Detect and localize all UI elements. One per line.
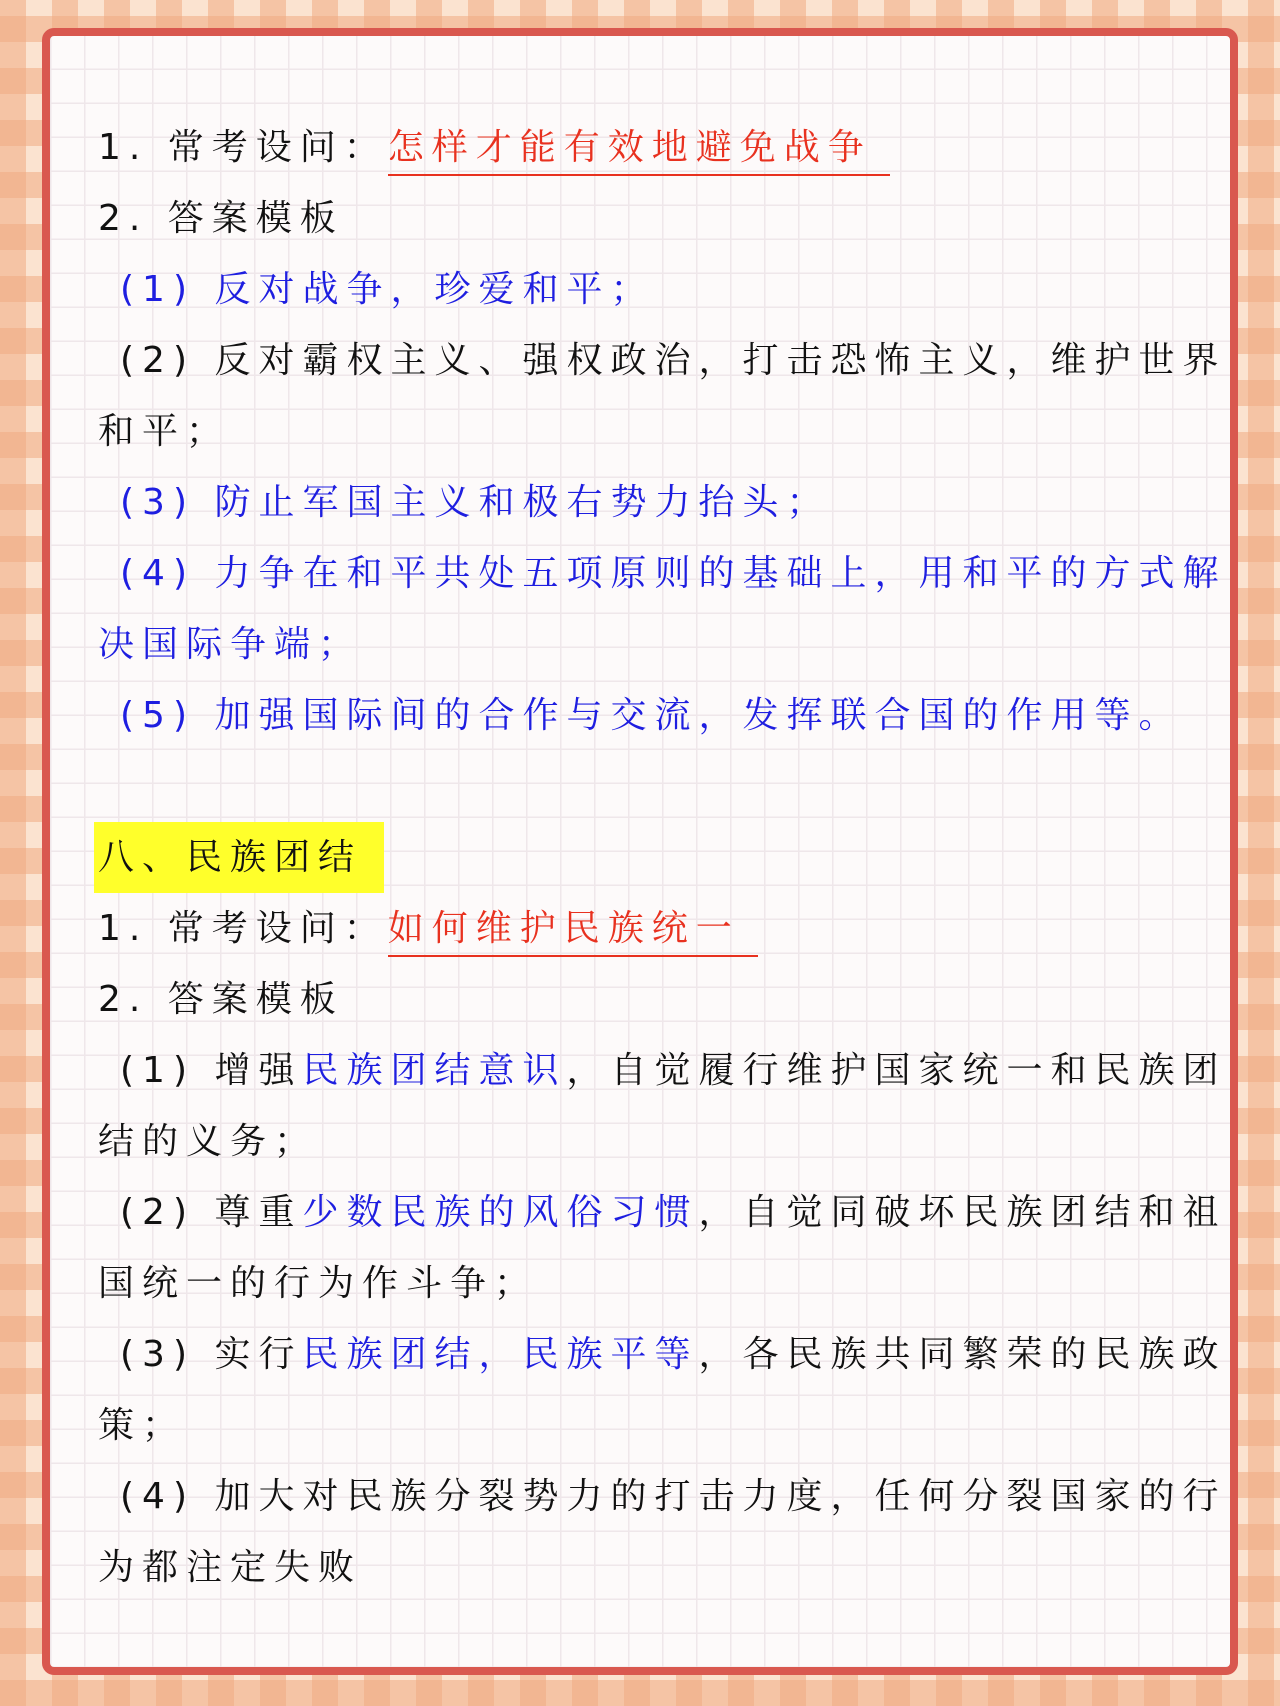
s8-item-1-prefix: (1) 增强 xyxy=(120,1050,303,1091)
s8-answer-label: 2. 答案模板 xyxy=(98,979,344,1020)
s7-item-5: (5) 加强国际间的合作与交流，发挥联合国的作用等。 xyxy=(120,695,1183,736)
s7-item-2-line-2: 和平； xyxy=(98,411,231,452)
s8-item-2-rest: ，自觉同破坏民族团结和祖 xyxy=(698,1192,1227,1233)
s8-question-label: 1. 常考设问： xyxy=(98,908,388,949)
s8-item-3-prefix: (3) 实行 xyxy=(120,1334,303,1375)
s8-question-text: 如何维护民族统一 xyxy=(388,908,758,957)
s8-item-1-line-1 xyxy=(98,1035,1227,1106)
s8-question-line xyxy=(98,893,1188,964)
s8-item-2-prefix: (2) 尊重 xyxy=(120,1192,303,1233)
s8-item-3-line-2: 策； xyxy=(98,1405,187,1446)
s7-item-1: (1) 反对战争，珍爱和平； xyxy=(120,269,655,310)
s8-item-2-line-2: 国统一的行为作斗争； xyxy=(98,1263,539,1304)
s8-item-1-line-2: 结的义务； xyxy=(98,1121,319,1162)
s8-item-3-line-1 xyxy=(98,1319,1227,1390)
s7-item-2-line-1: (2) 反对霸权主义、强权政治，打击恐怖主义，维护世界 xyxy=(120,340,1227,381)
s7-question-text: 怎样才能有效地避免战争 xyxy=(388,127,890,176)
s8-heading-line xyxy=(98,822,1188,893)
s8-item-1-rest: ，自觉履行维护国家统一和民族团 xyxy=(566,1050,1227,1091)
s8-item-2-emphasis: 少数民族的风俗习惯 xyxy=(302,1192,699,1233)
s7-question-label: 1. 常考设问： xyxy=(98,127,388,168)
note-content xyxy=(98,112,1227,1603)
note-card xyxy=(42,28,1238,1675)
s7-item-4-line-1: (4) 力争在和平共处五项原则的基础上，用和平的方式解 xyxy=(120,553,1227,594)
section-spacer xyxy=(98,751,1188,822)
s8-item-1-emphasis: 民族团结意识 xyxy=(302,1050,567,1091)
s7-item-4-line-2: 决国际争端； xyxy=(98,624,363,665)
s7-answer-label: 2. 答案模板 xyxy=(98,198,344,239)
s7-question-line xyxy=(98,112,1188,183)
s8-item-3-emphasis: 民族团结，民族平等 xyxy=(302,1334,699,1375)
s8-item-4-line-2: 为都注定失败 xyxy=(98,1547,363,1588)
s8-item-4-line-1: (4) 加大对民族分裂势力的打击力度，任何分裂国家的行 xyxy=(120,1476,1227,1517)
s8-heading: 八、民族团结 xyxy=(94,822,384,893)
s8-item-2-line-1 xyxy=(98,1177,1227,1248)
s8-item-3-rest: ，各民族共同繁荣的民族政 xyxy=(698,1334,1227,1375)
s7-item-3: (3) 防止军国主义和极右势力抬头； xyxy=(120,482,831,523)
